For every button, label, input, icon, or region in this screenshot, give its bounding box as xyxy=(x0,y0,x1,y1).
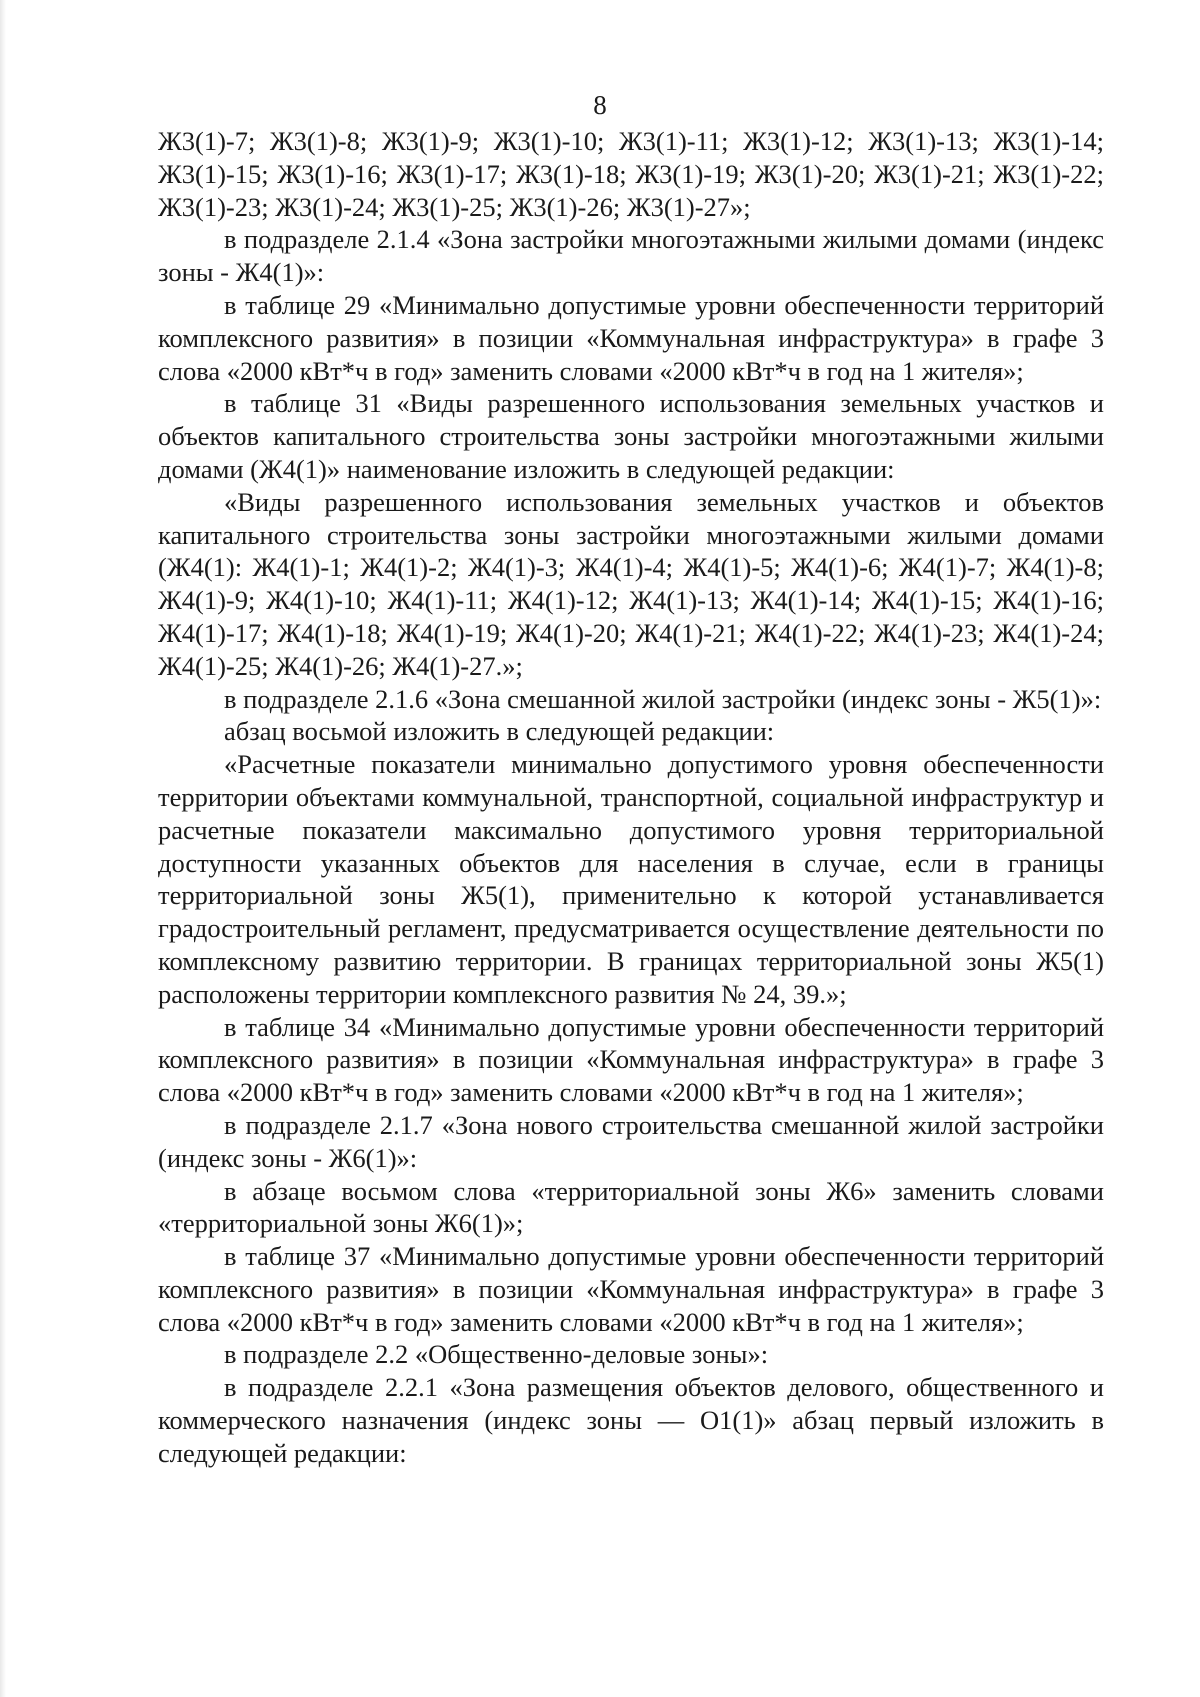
paragraph: в подразделе 2.2.1 «Зона размещения объектов делового, общественного и коммерческого назначения (индекс зоны — О1(1)» абзац первый изложить в следующей редакции: xyxy=(158,1372,1104,1468)
paragraph: Ж3(1)-7; Ж3(1)-8; Ж3(1)-9; Ж3(1)-10; Ж3(1)-11; Ж3(1)-12; Ж3(1)-13; Ж3(1)-14; Ж3(1)-15; Ж3(1)-16; Ж3(1)-17; Ж3(1)-18; Ж3(1)-19; Ж3(1)-20; Ж3(1)-21; Ж3(1)-22; Ж3(1)-23; Ж3(1)-24; Ж3(1)-25; Ж3(1)-26; Ж3(1)-27»; xyxy=(158,126,1104,222)
document-body xyxy=(158,125,1104,1470)
paragraph: в таблице 34 «Минимально допустимые уровни обеспеченности территорий комплексного развития» в позиции «Коммунальная инфраструктура» в графе 3 слова «2000 кВт*ч в год» заменить словами «2000 кВт*ч в год на 1 жителя»; xyxy=(158,1011,1104,1108)
paragraph: «Виды разрешенного использования земельных участков и объектов капитального строительства зоны застройки многоэтажными жилыми домами (Ж4(1): Ж4(1)-1; Ж4(1)-2; Ж4(1)-3; Ж4(1)-4; Ж4(1)-5; Ж4(1)-6; Ж4(1)-7; Ж4(1)-8; Ж4(1)-9; Ж4(1)-10; Ж4(1)-11; Ж4(1)-12; Ж4(1)-13; Ж4(1)-14; Ж4(1)-15; Ж4(1)-16; Ж4(1)-17; Ж4(1)-18; Ж4(1)-19; Ж4(1)-20; Ж4(1)-21; Ж4(1)-22; Ж4(1)-23; Ж4(1)-24; Ж4(1)-25; Ж4(1)-26; Ж4(1)-27.»; xyxy=(158,486,1104,681)
paragraph: в абзаце восьмом слова «территориальной зоны Ж6» заменить словами «территориальной зоны Ж6(1)»; xyxy=(158,1175,1104,1239)
paragraph: абзац восьмой изложить в следующей редакции: xyxy=(224,716,775,747)
paragraph: в подразделе 2.2 «Общественно-деловые зоны»: xyxy=(224,1339,769,1370)
paragraph: в таблице 37 «Минимально допустимые уровни обеспеченности территорий комплексного развития» в позиции «Коммунальная инфраструктура» в графе 3 слова «2000 кВт*ч в год» заменить словами «2000 кВт*ч в год на 1 жителя»; xyxy=(158,1241,1104,1337)
paragraph: «Расчетные показатели минимально допустимого уровня обеспеченности территории объектами коммунальной, транспортной, социальной инфраструктур и расчетные показатели максимально допустимого уровня территориальной доступности указанных объектов для населения в случае, если в границы территориальной зоны Ж5(1), применительно к которой устанавливается градостроительный регламент, предусматривается осуществление деятельности по комплексному развитию территории. В границах территориальной зоны Ж5(1) расположены территории комплексного развития № 24, 39.»; xyxy=(158,749,1104,1009)
paragraph: в подразделе 2.1.7 «Зона нового строительства смешанной жилой застройки (индекс зоны - Ж6(1)»: xyxy=(158,1109,1104,1173)
page-number: 8 xyxy=(593,90,607,120)
paragraph: в таблице 31 «Виды разрешенного использования земельных участков и объектов капитального строительства зоны застройки многоэтажными жилыми домами (Ж4(1)» наименование изложить в следующей редакции: xyxy=(158,388,1104,484)
scan-edge-shadow xyxy=(0,0,6,1697)
paragraph: в таблице 29 «Минимально допустимые уровни обеспеченности территорий комплексного развития» в позиции «Коммунальная инфраструктура» в графе 3 слова «2000 кВт*ч в год» заменить словами «2000 кВт*ч в год на 1 жителя»; xyxy=(158,289,1104,386)
paragraph: в подразделе 2.1.4 «Зона застройки многоэтажными жилыми домами (индекс зоны - Ж4(1)»: xyxy=(158,224,1104,288)
paragraph: в подразделе 2.1.6 «Зона смешанной жилой застройки (индекс зоны - Ж5(1)»: xyxy=(224,683,1102,714)
